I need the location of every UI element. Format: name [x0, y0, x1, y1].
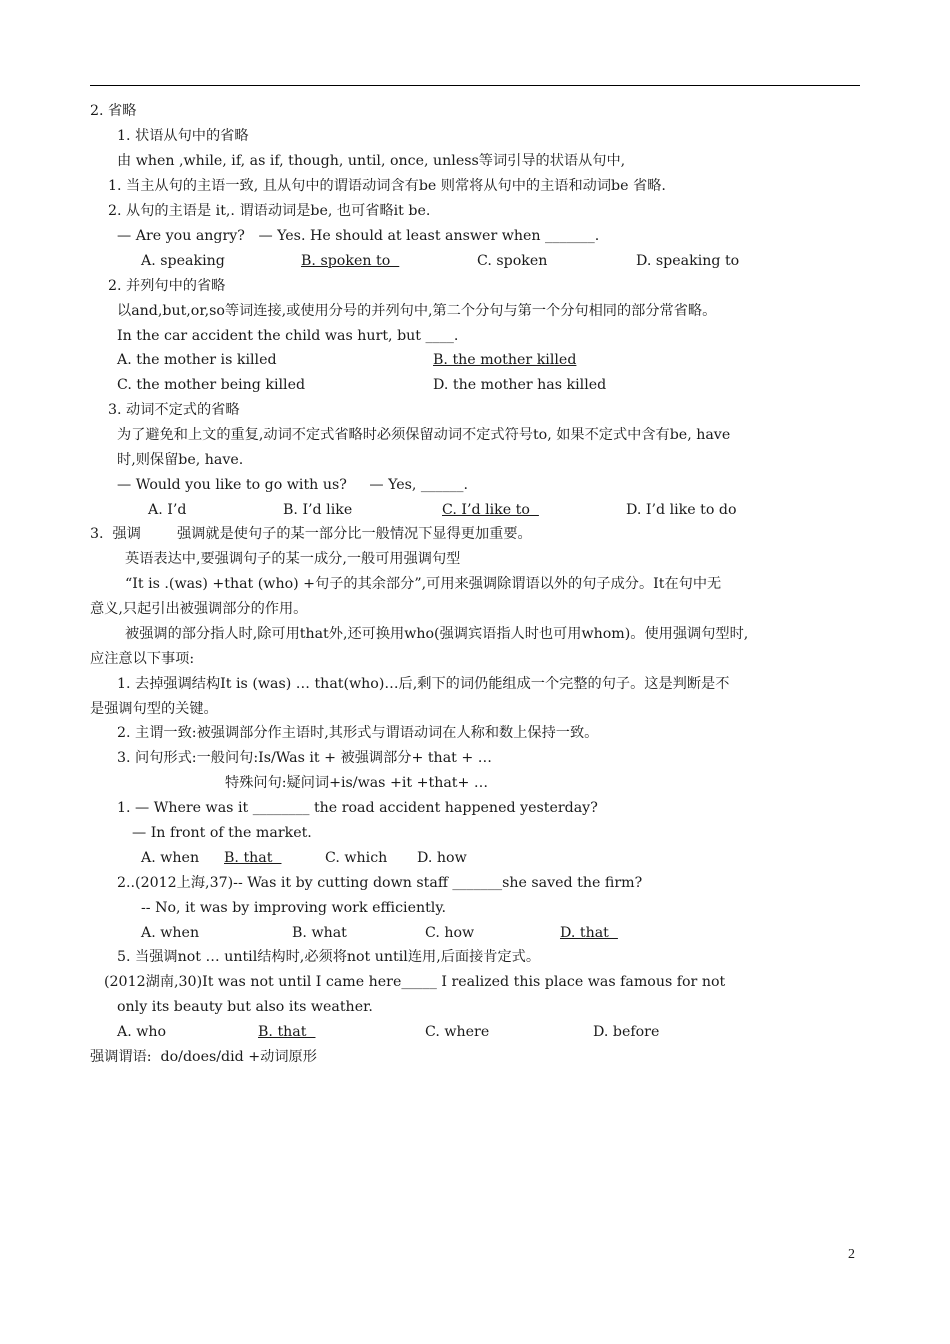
text-line: only its beauty but also its weather.	[117, 999, 373, 1015]
text-line: 以and,but,or,so等词连接,或使用分号的并列句中,第二个分句与第一个分句相同的部分常省略。	[117, 303, 717, 319]
text-line: 5. 当强调not … until结构时,必须将not until连用,后面接肯定式。	[117, 949, 541, 965]
answer-option-correct: D. that	[560, 925, 618, 941]
text-line: “It is .(was) +that (who) +句子的其余部分”,可用来强调除谓语以外的句子成分。It在句中无	[125, 576, 722, 592]
answer-option-correct: B. that	[224, 850, 282, 866]
text-line: 是强调句型的关键。	[90, 701, 218, 717]
answer-option-correct: B. the mother killed	[433, 352, 577, 368]
section-heading: 2. 并列句中的省略	[108, 278, 226, 294]
text-line: In the car accident the child was hurt, but ____.	[117, 328, 459, 344]
text-line: — Would you like to go with us? — Yes, ______.	[117, 477, 468, 493]
answer-option: B. I’d like	[283, 502, 353, 518]
text-line: -- No, it was by improving work efficiently.	[141, 900, 446, 916]
text-line: (2012湖南,30)It was not until I came here_____ I realized this place was famous for not	[104, 974, 726, 990]
answer-option: A. I’d	[148, 502, 187, 518]
text-line: 特殊问句:疑问词+is/was +it +that+ …	[225, 775, 489, 791]
page-number: 2	[848, 1247, 855, 1262]
answer-option: C. the mother being killed	[117, 377, 306, 393]
answer-option: C. spoken	[477, 253, 548, 269]
text-line: — In front of the market.	[132, 825, 312, 841]
answer-option: A. speaking	[141, 253, 225, 269]
answer-option: D. how	[417, 850, 467, 866]
text-line: 被强调的部分指人时,除可用that外,还可换用who(强调宾语指人时也可用whom)。使用强调句型时,	[125, 626, 749, 642]
answer-option: D. before	[593, 1024, 660, 1040]
text-line: 由 when ,while, if, as if, though, until, once, unless等词引导的状语从句中,	[117, 153, 626, 169]
answer-option: D. I’d like to do	[626, 502, 737, 518]
text-line: 意义,只起引出被强调部分的作用。	[90, 601, 308, 617]
text-line: 强调谓语: do/does/did +动词原形	[90, 1049, 317, 1065]
text-line: 1. — Where was it ________ the road accident happened yesterday?	[117, 800, 598, 816]
answer-option: A. the mother is killed	[117, 352, 277, 368]
answer-option: C. how	[425, 925, 475, 941]
answer-option-correct: C. I’d like to	[442, 502, 539, 518]
text-line: 1. 去掉强调结构It is (was) … that(who)…后,剩下的词仍能组成一个完整的句子。这是判断是不	[117, 676, 730, 692]
answer-option: D. speaking to	[636, 253, 740, 269]
answer-option: A. who	[117, 1024, 167, 1040]
text-line: 2. 从句的主语是 it,. 谓语动词是be, 也可省略it be.	[108, 203, 431, 219]
header-rule	[90, 85, 860, 86]
text-line: 英语表达中,要强调句子的某一成分,一般可用强调句型	[125, 551, 461, 567]
answer-option: A. when	[141, 925, 200, 941]
answer-option-correct: B. that	[258, 1024, 316, 1040]
answer-option-correct: B. spoken to	[301, 253, 400, 269]
text-line: 3. 动词不定式的省略	[108, 402, 240, 418]
text-line: 1. 状语从句中的省略	[117, 128, 249, 144]
answer-option: C. which	[325, 850, 388, 866]
text-line: 应注意以下事项:	[90, 651, 195, 667]
answer-option: C. where	[425, 1024, 490, 1040]
text-line: 为了避免和上文的重复,动词不定式省略时必须保留动词不定式符号to, 如果不定式中含有be, have	[117, 427, 731, 443]
answer-option: B. what	[292, 925, 347, 941]
text-line: 2. 省略	[90, 103, 137, 119]
answer-option: A. when	[141, 850, 200, 866]
text-line: 3. 强调 强调就是使句子的某一部分比一般情况下显得更加重要。	[90, 526, 532, 542]
text-line: — Are you angry? — Yes. He should at least answer when _______.	[117, 228, 600, 244]
text-line: 3. 问句形式:一般问句:Is/Was it + 被强调部分+ that + …	[117, 750, 492, 766]
text-line: 时,则保留be, have.	[117, 452, 244, 468]
text-line: 2..(2012上海,37)-- Was it by cutting down staff _______she saved the firm?	[117, 875, 643, 891]
text-line: 1. 当主从句的主语一致, 且从句中的谓语动词含有be 则常将从句中的主语和动词be 省略.	[108, 178, 666, 194]
answer-option: D. the mother has killed	[433, 377, 607, 393]
text-line: 2. 主谓一致:被强调部分作主语时,其形式与谓语动词在人称和数上保持一致。	[117, 725, 599, 741]
